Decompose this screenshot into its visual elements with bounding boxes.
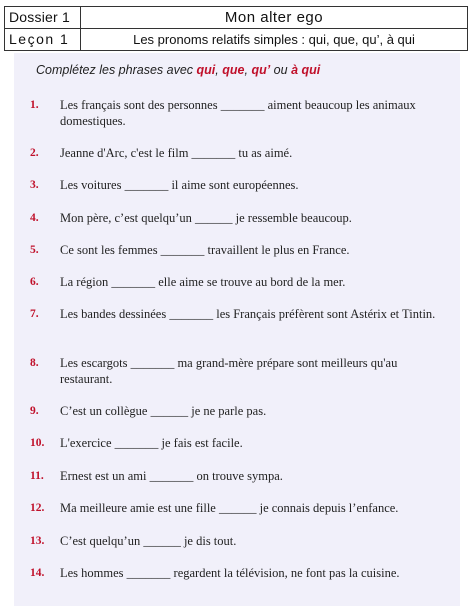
exercise-number: 9. (30, 405, 39, 417)
exercise-sentence: Ernest est un ami _______ on trouve sympa. (60, 469, 283, 483)
exercise-number: 3. (30, 179, 39, 191)
exercise-sentence: La région _______ elle aime se trouve au bord de la mer. (60, 275, 346, 289)
exercise-number: 1. (30, 99, 39, 111)
separator-2: , (244, 63, 248, 77)
exercise-item (30, 533, 450, 549)
exercise-sentence: Les français sont des personnes _______ aiment beaucoup les animaux domestiques. (60, 98, 416, 128)
exercise-panel (14, 53, 460, 606)
exercise-number: 4. (30, 212, 39, 224)
exercise-item (30, 306, 450, 322)
exercise-item (30, 355, 450, 387)
exercise-sentence: Les escargots _______ ma grand-mère prépare sont meilleurs qu'au restaurant. (60, 356, 398, 386)
exercise-item (30, 468, 450, 484)
exercise-sentence: Les hommes _______ regardent la télévision, ne font pas la cuisine. (60, 566, 400, 580)
exercise-item (30, 403, 450, 419)
exercise-sentence: Ma meilleure amie est une fille ______ je connais depuis l’enfance. (60, 501, 399, 515)
lecon-label: Leçon 1 (5, 29, 81, 51)
exercise-item (30, 500, 450, 516)
exercise-sentence: Mon père, c’est quelqu’un ______ je ressemble beaucoup. (60, 211, 352, 225)
option-qu: qu’ (251, 63, 271, 77)
worksheet-header (4, 6, 468, 51)
exercise-item (30, 565, 450, 581)
exercise-number: 7. (30, 308, 39, 320)
option-qui: qui (196, 63, 216, 77)
exercise-item (30, 435, 450, 451)
exercise-item (30, 242, 450, 258)
exercise-number: 12. (30, 502, 45, 514)
exercise-sentence: Les voitures _______ il aime sont européennes. (60, 178, 299, 192)
exercise-number: 14. (30, 567, 45, 579)
exercise-number: 11. (30, 470, 44, 482)
exercise-number: 13. (30, 535, 45, 547)
exercise-item (30, 274, 450, 290)
exercise-sentence: Les bandes dessinées _______ les Français préfèrent sont Astérix et Tintin. (60, 307, 436, 321)
exercise-sentence: C’est quelqu’un ______ je dis tout. (60, 534, 237, 548)
dossier-label: Dossier 1 (5, 7, 81, 29)
worksheet-title: Mon alter ego (81, 7, 467, 29)
exercise-sentence: Ce sont les femmes _______ travaillent le plus en France. (60, 243, 350, 257)
exercise-number: 10. (30, 437, 45, 449)
exercise-number: 2. (30, 147, 39, 159)
exercise-number: 8. (30, 357, 39, 369)
option-a-qui: à qui (291, 63, 321, 77)
exercise-sentence: Jeanne d'Arc, c'est le film _______ tu as aimé. (60, 146, 293, 160)
option-que: que (222, 63, 245, 77)
exercise-number: 5. (30, 244, 39, 256)
exercise-number: 6. (30, 276, 39, 288)
exercise-item (30, 210, 450, 226)
exercise-item (30, 177, 450, 193)
exercise-item (30, 145, 450, 161)
exercise-sentence: C’est un collègue ______ je ne parle pas. (60, 404, 267, 418)
worksheet-subtitle: Les pronoms relatifs simples : qui, que, qu’, à qui (133, 31, 415, 47)
separator-3: ou (273, 63, 288, 77)
exercise-sentence: L'exercice _______ je fais est facile. (60, 436, 243, 450)
instruction-prefix: Complétez les phrases avec (36, 63, 194, 77)
exercise-item (30, 97, 450, 129)
separator-1: , (215, 63, 219, 77)
instruction (36, 63, 320, 77)
